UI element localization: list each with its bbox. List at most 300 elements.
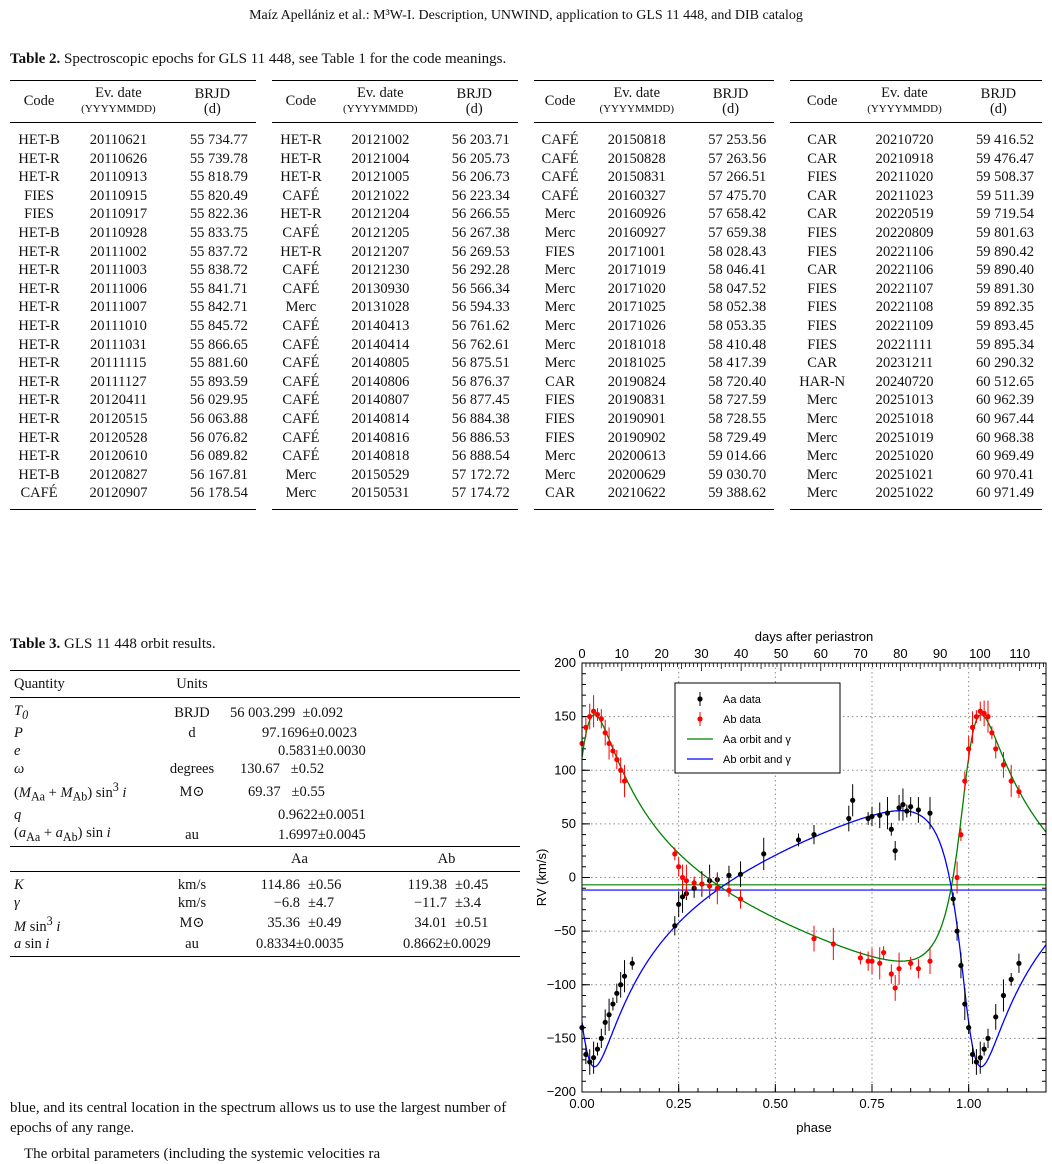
unit-total-asini: au [185,826,199,843]
aa-data-point [954,929,959,934]
top-tick-label: 70 [853,646,868,661]
top-tick-label: 10 [614,646,630,661]
code-cell: CAR [807,187,838,204]
brjd-cell: 55 822.36 [189,206,248,223]
code-cell: HET-R [18,317,60,334]
legend-marker [697,696,702,701]
code-cell: Merc [544,206,576,223]
aa-data-point [927,811,932,816]
value-total-asini: 1.6997±0.0045 [278,826,366,843]
code-cell: CAFÉ [541,132,579,148]
aa-data-point [962,1001,967,1006]
date-cell: 20220519 [875,206,934,223]
code-cell: FIES [545,429,575,446]
brjd-header: BRJD (d) [687,80,774,123]
unit-k: km/s [177,876,207,893]
date-cell: 20251020 [875,448,934,465]
brjd-cell: 60 962.39 [976,392,1034,409]
brjd-cell: 55 881.60 [189,355,248,372]
date-cell: 20221106 [875,243,934,260]
date-cell: 20211020 [875,169,934,186]
top-axis-title: days after periastron [754,629,874,644]
code-cell: HET-B [18,466,60,483]
gamma-ab: −11.7 [413,894,447,911]
code-cell: FIES [807,169,838,186]
aa-data-point [726,873,731,878]
ab-data-point [811,936,816,941]
y-tick-label: 50 [561,815,576,831]
code-cell: CAFÉ [541,150,579,167]
quantity-q: q [14,806,22,823]
k-aa-err: ±0.56 [308,876,342,893]
brjd-cell: 59 014.66 [708,448,767,465]
rv-orbit-chart [530,625,1048,1145]
aa-data-point [970,1052,975,1057]
brjd-cell: 56 762.61 [451,336,510,353]
code-cell: FIES [24,206,54,223]
code-cell: CAFÉ [282,392,320,409]
code-cell: Merc [806,448,838,465]
aa-data-point [958,963,963,968]
brjd-header: BRJD (d) [955,80,1042,123]
unit-period: d [188,724,196,741]
running-header: Maíz Apellániz et al.: M³W-I. Description, UNWIND, application to GLS 11 448, and DIB catalog [249,8,803,23]
date-cell: 20200629 [607,466,666,483]
brjd-cell: 60 970.41 [976,466,1034,483]
aa-data-point [900,802,905,807]
code-cell: Merc [544,299,576,316]
date-cell: 20251022 [854,484,955,510]
brjd-cell: 56 888.54 [451,448,510,465]
code-cell: FIES [807,336,838,353]
brjd-cell: 56 877.45 [451,392,510,409]
y-tick-label: −50 [553,923,576,939]
date-cell: 20140814 [351,410,410,427]
table2-header-row [10,80,1042,123]
date-cell: 20121205 [351,224,410,241]
code-cell: HET-R [280,132,322,148]
date-cell: 20120907 [68,484,169,510]
code-cell: HET-R [18,243,60,260]
date-cell: 20221108 [875,299,934,316]
brjd-cell: 57 658.42 [708,206,767,223]
ab-data-point [869,959,874,964]
code-cell: HET-R [280,243,322,260]
table-row [10,243,1042,262]
top-tick-label: 50 [773,646,789,661]
date-cell: 20190902 [607,429,666,446]
brjd-cell: 60 968.38 [976,429,1034,446]
quantity-total-asini: $(a_{Aa} + a_{Ab})$ sin i [14,824,111,844]
code-cell: HET-R [18,410,60,427]
aa-data-point [889,827,894,832]
top-tick-label: 90 [932,646,948,661]
brjd-cell: 59 030.70 [708,466,767,483]
brjd-cell: 55 866.65 [189,336,248,353]
unit-t0: BRJD [174,704,210,721]
date-cell: 20221106 [875,262,934,279]
code-cell: CAFÉ [541,187,579,204]
ab-data-point [908,961,913,966]
brjd-cell: 59 388.62 [687,484,774,510]
date-cell: 20140816 [351,429,410,446]
code-cell: HET-R [18,169,60,186]
date-cell: 20251018 [875,410,934,427]
code-cell: Merc [544,448,576,465]
ab-data-point [831,941,836,946]
brjd-cell: 56 875.51 [451,355,510,372]
ab-data-point [595,712,600,717]
code-cell: Merc [285,466,317,483]
code-cell: CAFÉ [541,169,579,186]
x-tick-label: 0.25 [666,1096,692,1111]
code-cell: Merc [544,355,576,372]
brjd-cell: 58 047.52 [708,280,767,297]
aa-data-point [985,1036,990,1041]
date-cell: 20110626 [89,150,148,167]
brjd-cell: 59 890.40 [976,262,1034,279]
code-cell: CAFÉ [282,262,320,279]
aa-data-point [811,832,816,837]
x-axis-label: phase [796,1120,832,1135]
brjd-cell: 57 475.70 [708,187,767,204]
date-cell: 20111127 [90,373,147,390]
ab-data-point [676,864,681,869]
date-cell: 20140413 [351,317,410,334]
brjd-cell: 56 761.62 [451,317,510,334]
date-cell: 20240720 [875,373,934,390]
date-cell: 20210720 [875,132,934,148]
date-cell: 20171019 [607,262,666,279]
gamma-ab-err: ±3.4 [455,894,482,911]
date-cell: 20190831 [607,392,666,409]
brjd-cell: 57 266.51 [708,169,767,186]
code-cell: HET-R [18,355,60,372]
code-cell: CAR [534,484,587,510]
unit-mass: M⊙ [179,915,205,932]
aa-data-point [966,1025,971,1030]
code-cell: FIES [807,317,838,334]
mass-aa: 35.36 [267,915,300,932]
aa-data-point [982,1047,987,1052]
brjd-cell: 55 818.79 [189,169,248,186]
brjd-cell: 57 263.56 [708,150,767,167]
aa-data-point [614,991,619,996]
aa-data-point [599,1036,604,1041]
brjd-cell: 56 266.55 [451,206,510,223]
code-cell: CAR [807,150,838,167]
date-cell: 20221111 [876,336,933,353]
ab-data-point [583,725,588,730]
top-tick-label: 0 [578,646,586,661]
date-cell: 20111010 [89,317,147,334]
code-cell: Merc [285,299,317,316]
ab-data-point [699,881,704,886]
table-row [10,484,1042,510]
date-cell: 20130930 [351,280,410,297]
table2-caption [10,51,506,68]
code-cell: CAR [545,373,575,390]
aa-data-point [978,1055,983,1060]
date-cell: 20171020 [607,280,666,297]
date-cell: 20131028 [351,299,410,316]
row-gamma [10,894,520,912]
date-cell: 20150831 [607,169,666,186]
brjd-cell: 56 269.53 [451,243,510,260]
table3-caption [10,636,216,653]
aa-data-point [587,1059,592,1064]
date-cell: 20251013 [875,392,934,409]
ab-data-point [707,883,712,888]
value-period: 97.1696±0.0023 [262,724,357,741]
table-row [10,298,1042,317]
brjd-cell: 59 511.39 [976,187,1034,204]
ab-data-point [881,950,886,955]
ab-data-point [1009,778,1014,783]
aa-data-point [610,1001,615,1006]
legend-label: Aa orbit and γ [723,734,791,746]
code-cell: HET-R [280,206,322,223]
code-cell: Merc [790,484,854,510]
units-header: Units [158,671,226,698]
aa-data-point [796,837,801,842]
code-cell: CAFÉ [282,410,320,427]
table-row [10,224,1042,243]
k-aa: 114.86 [260,876,300,893]
table2-caption-text: Spectroscopic epochs for GLS 11 448, see Table 1 for the code meanings. [64,51,507,67]
gamma-aa: −6.8 [273,894,300,911]
brjd-cell: 55 838.72 [189,262,248,279]
row-period [10,724,520,742]
brjd-cell: 58 028.43 [708,243,767,260]
code-cell: CAFÉ [10,484,68,510]
code-cell: FIES [545,392,575,409]
brjd-cell: 56 167.81 [189,466,248,483]
aa-data-point [869,814,874,819]
table-row [10,373,1042,392]
code-cell: HET-B [18,224,60,241]
table-row [10,354,1042,373]
date-cell: 20231211 [875,355,934,372]
y-axis-label: RV (km/s) [534,848,549,907]
code-cell: FIES [807,243,838,260]
brjd-cell: 56 205.73 [451,150,510,167]
code-cell: HAR-N [799,373,846,390]
quantity-mass: M $\sin^3 i$ [14,913,61,935]
ab-data-point [896,966,901,971]
table-row [10,410,1042,429]
date-cell: 20140818 [351,448,410,465]
brjd-cell: 59 892.35 [976,299,1034,316]
row-asini [10,935,520,957]
value-eccentricity: 0.5831±0.0030 [278,742,366,759]
value-q: 0.9622±0.0051 [278,806,366,823]
row-q [10,806,520,824]
quantity-omega: ω [14,760,25,777]
table-row [10,168,1042,187]
date-header: Ev. date (YYYYMMDD) [330,80,431,123]
date-cell: 20181025 [607,355,666,372]
y-tick-label: 100 [554,762,576,778]
gamma-aa-err: ±4.7 [308,894,335,911]
top-tick-label: 30 [694,646,709,661]
top-tick-label: 60 [813,646,828,661]
date-cell: 20251019 [875,429,934,446]
code-header: Code [10,80,68,123]
brjd-cell: 56 089.82 [189,448,248,465]
aa-data-point [893,848,898,853]
ab-data-point [970,725,975,730]
ab-data-point [1001,762,1006,767]
ab-data-point [603,730,608,735]
error-omega: ±0.52 [290,760,325,777]
date-cell: 20150531 [330,484,431,510]
code-cell: Merc [806,466,838,483]
asini-ab: 0.8662±0.0029 [373,935,520,957]
row-total-mass [10,778,520,806]
aa-data-point [672,923,677,928]
code-cell: HET-R [280,150,322,167]
table3-label: Table 3. [10,636,61,652]
date-cell: 20221109 [875,317,934,334]
y-tick-label: −150 [546,1030,576,1046]
code-cell: FIES [545,410,575,427]
date-cell: 20211023 [875,187,934,204]
code-cell: Merc [544,224,576,241]
table-row [10,317,1042,336]
brjd-cell: 56 594.33 [451,299,510,316]
ab-data-point [672,851,677,856]
brjd-cell: 55 841.71 [189,280,248,297]
date-cell: 20160926 [607,206,666,223]
date-cell: 20121022 [351,187,410,204]
ab-data-point [927,959,932,964]
date-cell: 20171026 [607,317,666,334]
x-tick-label: 0.50 [762,1096,788,1111]
brjd-cell: 58 728.55 [708,410,767,427]
brjd-cell: 55 820.49 [189,187,248,204]
date-cell: 20110915 [89,187,148,204]
component-ab-header: Ab [373,846,520,871]
top-tick-label: 100 [969,646,991,661]
quantity-header: Quantity [10,671,158,698]
code-cell: FIES [807,224,838,241]
date-header: Ev. date (YYYYMMDD) [586,80,687,123]
brjd-cell: 59 895.34 [976,336,1034,353]
table-row [10,429,1042,448]
aa-data-point [993,1014,998,1019]
code-cell: CAFÉ [282,448,320,465]
date-cell: 20111006 [89,280,147,297]
brjd-cell: 59 801.63 [976,224,1034,241]
date-cell: 20111002 [89,243,147,260]
ab-data-point [587,714,592,719]
aa-data-point [738,872,743,877]
aa-data-point [846,816,851,821]
brjd-cell: 58 720.40 [708,373,767,390]
date-cell: 20160927 [607,224,666,241]
brjd-cell: 56 886.53 [451,429,510,446]
brjd-cell: 58 410.48 [708,336,767,353]
ab-data-point [726,888,731,893]
quantity-k: K [14,876,24,893]
aa-data-point [622,974,627,979]
code-cell: Merc [544,262,576,279]
aa-data-point [591,1055,596,1060]
ab-data-point [985,714,990,719]
table-row [10,447,1042,466]
brjd-cell: 58 727.59 [708,392,767,409]
brjd-cell: 56 203.71 [451,132,510,148]
brjd-cell: 60 512.65 [976,373,1034,390]
brjd-cell: 56 566.34 [451,280,510,297]
aa-data-point [606,1012,611,1017]
date-header: Ev. date (YYYYMMDD) [68,80,169,123]
aa-data-point [951,896,956,901]
quantity-total-mass: $(M_{Aa} + M_{Ab})$ $\sin^3 i$ [14,779,127,804]
date-cell: 20171001 [607,243,666,260]
aa-data-point [850,798,855,803]
table-row [10,466,1042,485]
error-total-mass: ±0.55 [291,783,325,800]
aa-data-point [974,1059,979,1064]
code-cell: Merc [544,317,576,334]
brjd-cell: 55 842.71 [189,299,248,316]
code-cell: Merc [544,280,576,297]
unit-gamma: km/s [177,894,207,911]
brjd-cell: 56 063.88 [189,410,248,427]
x-tick-label: 0.00 [569,1096,595,1111]
table2 [10,80,1042,510]
ab-data-point [966,746,971,751]
date-cell: 20110913 [89,169,148,186]
y-tick-label: −100 [546,976,576,992]
aa-data-point [916,807,921,812]
date-cell: 20150818 [607,132,666,148]
brjd-header: BRJD (d) [169,80,256,123]
date-cell: 20150529 [351,466,410,483]
k-ab: 119.38 [407,876,447,893]
brjd-cell: 56 267.38 [451,224,510,241]
code-cell: CAFÉ [282,355,320,372]
body-paragraph-continued: The orbital parameters (including the systemic velocities ra [24,1146,381,1162]
code-cell: HET-R [18,150,60,167]
date-cell: 20121002 [351,132,410,148]
brjd-cell: 59 891.30 [976,280,1034,297]
mass-aa-err: ±0.49 [308,915,342,932]
unit-total-mass: M⊙ [179,783,205,800]
brjd-cell: 56 223.34 [451,187,510,204]
y-tick-label: 200 [554,655,576,670]
code-cell: FIES [807,299,838,316]
error-t0: ±0.092 [302,704,344,721]
ab-data-point [738,896,743,901]
date-cell: 20140414 [351,336,410,353]
date-cell: 20220809 [875,224,934,241]
ab-data-point [954,875,959,880]
brjd-cell: 59 508.37 [976,169,1034,186]
date-cell: 20120610 [89,448,148,465]
date-cell: 20190901 [607,410,666,427]
table3 [10,670,520,957]
ab-data-point [618,768,623,773]
date-cell: 20121005 [351,169,410,186]
date-cell: 20110917 [89,206,148,223]
quantity-t0: $T_0$ [14,703,29,722]
code-cell: Merc [544,336,576,353]
unit-omega: degrees [169,760,215,777]
brjd-cell: 55 893.59 [189,373,248,390]
